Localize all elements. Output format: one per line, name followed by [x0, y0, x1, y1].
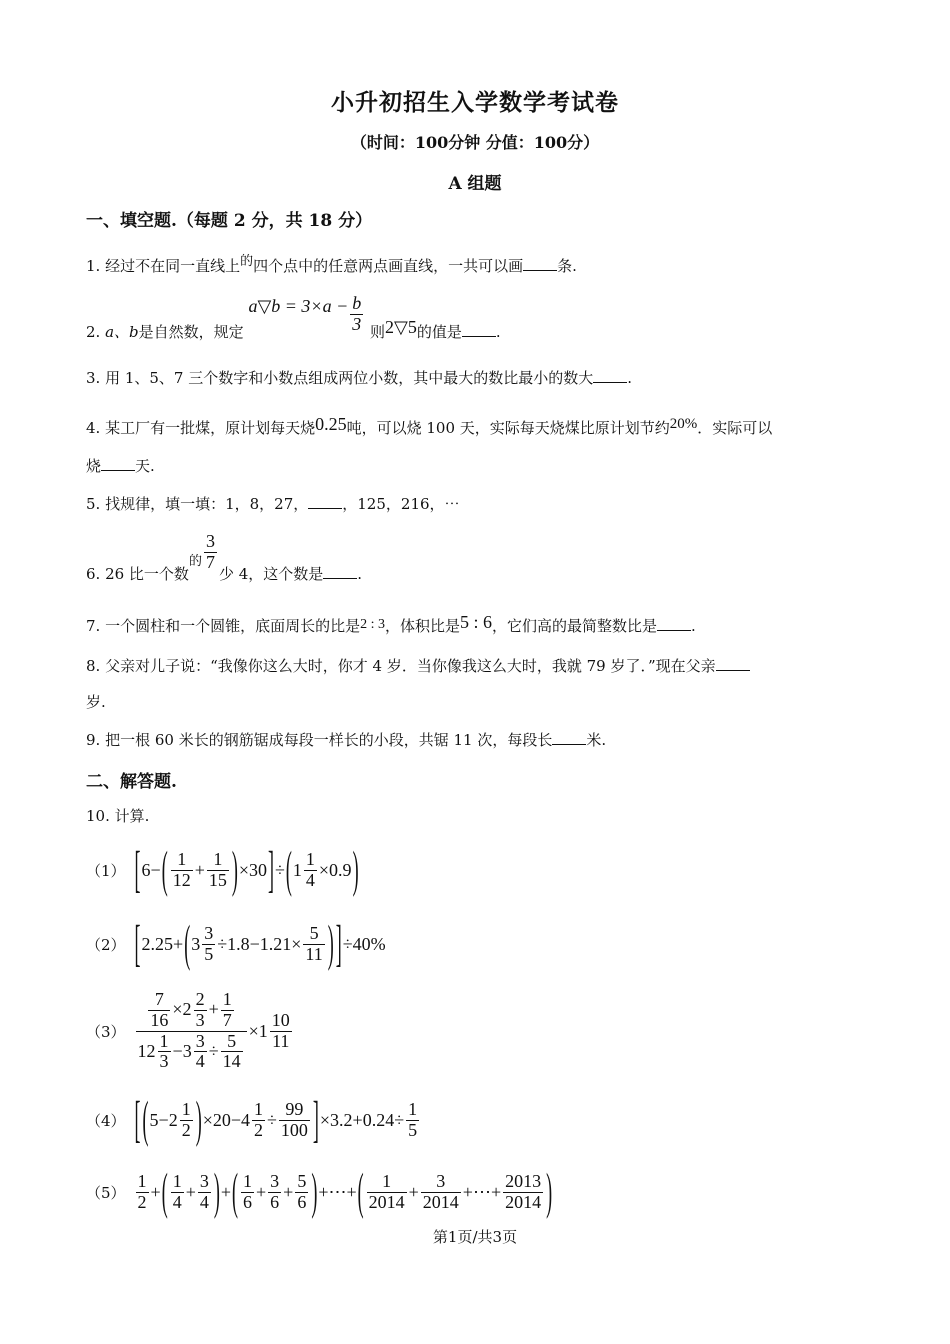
question-7: 7. 一个圆柱和一个圆锥，底面周长的比是2 : 3，体积比是5 : 6，它们高的最简整数比是 . [86, 612, 696, 635]
calc-4: （4） [ ( 5−2 $\frac{1}{2}$ ) ×20−4 $\frac{1}{2}$ ÷ $\frac{99}{100}$ ] ×3.2+0.24÷ $\frac{1}{5}$ [86, 1090, 418, 1147]
calc-3: （3） $\frac{7}{16}$ ×2 $\frac{2}{3}$ + $\frac{1}{7}$ 12 $\frac{1}{3}$ −3 $\frac{3}{4}$ ÷ $\frac{5}{14}$ ×1 $\frac{10}{11}$ [86, 988, 290, 1072]
calc-1: （1） [ 6− ( $\frac{1}{12}$ + $\frac{1}{15}$ ) ×30 ] ÷ ( 1 $\frac{1}{4}$ ×0.9 ) [86, 840, 359, 897]
question-4-line2: 烧 天. [86, 457, 155, 475]
question-1: 1. 经过不在同一直线上$^的$四个点中的任意两点画直线，一共可以画 条. [86, 254, 577, 275]
calc-5: （5） $\frac{1}{2}$ + ( $\frac{1}{4}$ + $\frac{3}{4}$ ) + ( $\frac{1}{6}$ + $\frac{3}{6}$ + $\frac{5}{6}$ ) +⋯+ ( $\frac{1}{2014}$ + $\frac{3}{2014}$ +⋯+ $\frac{2013}{2014}$ ) [86, 1162, 553, 1219]
question-2: 2. a、b是自然数，规定 a▽b = 3×a − $\frac{b}{3}$ 则2▽5的值是 . [86, 293, 501, 341]
question-9: 9. 把一根 60 米长的钢筋锯成每段一样长的小段，共锯 11 次，每段长 米. [86, 731, 607, 749]
calc-2: （2） [ 2.25+ ( 3 $\frac{3}{5}$ ÷1.8−1.21× $\frac{5}{11}$ ) ] ÷40% [86, 914, 386, 971]
question-10: 10. 计算. [86, 807, 150, 825]
page-title: 小升初招生入学数学考试卷 [331, 89, 619, 116]
question-3: 3. 用 1、5、7 三个数字和小数点组成两位小数，其中最大的数比最小的数大 . [86, 369, 633, 387]
question-8: 8. 父亲对儿子说：“我像你这么大时，你才 4 岁．当你像我这么大时，我就 79 岁了．”现在父亲 [86, 656, 750, 676]
group-heading: A 组题 [448, 174, 502, 194]
exam-info: （时间：100分钟 分值：100分） [350, 133, 600, 152]
question-6: 6. 26 比一个数$^的$ $\frac{3}{7}$ 少 4，这个数是 . [86, 531, 363, 583]
section-solve: 二、解答题. [86, 772, 177, 792]
page-footer: 第1页/共3页 [432, 1228, 518, 1246]
question-8-line2: 岁. [86, 693, 106, 711]
section-fill-blank: 一、填空题.（每题 2 分，共 18 分） [86, 211, 373, 231]
question-5: 5. 找规律，填一填：1，8，27， ，125，216，⋯ [86, 495, 460, 513]
question-4: 4. 某工厂有一批煤，原计划每天烧0.25吨，可以烧 100 天，实际每天烧煤比原计划节约20%．实际可以 [86, 414, 773, 437]
